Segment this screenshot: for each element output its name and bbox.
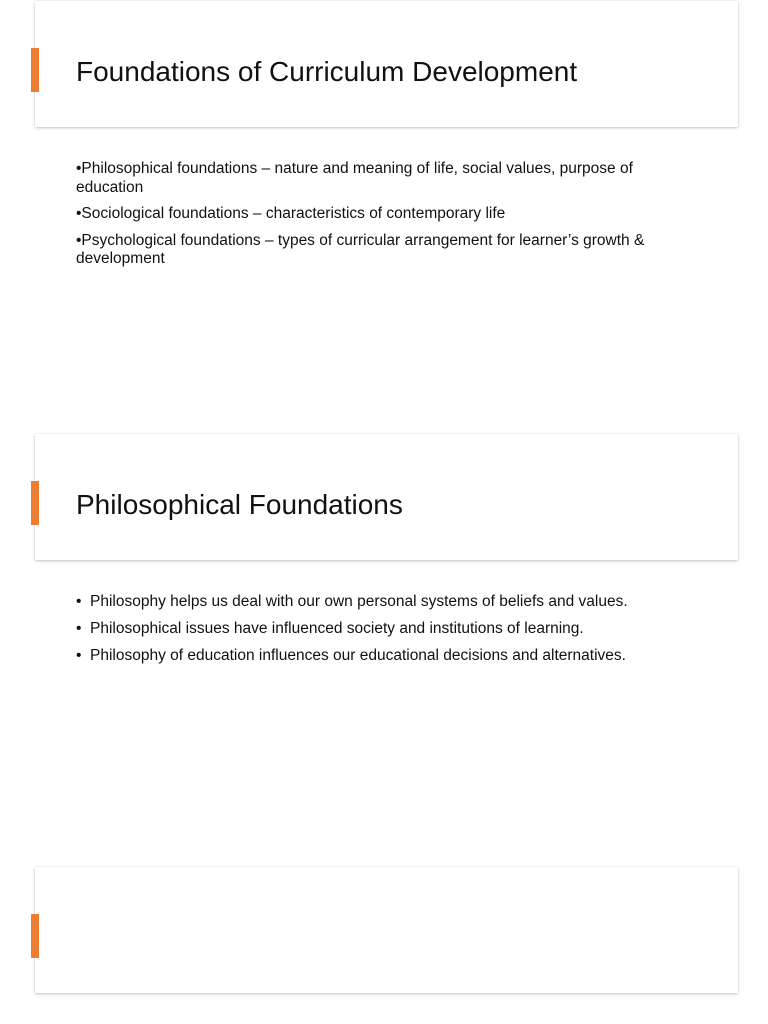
slide-3-title-bar <box>35 867 738 993</box>
slide-1-bullet-list <box>76 160 696 277</box>
slide-2-bullet-3-text: Philosophy of education influences our educational decisions and alternatives. <box>90 647 626 664</box>
slide-2-bullet-1 <box>76 593 716 612</box>
bullet-dot: • <box>76 593 82 610</box>
slide-1-accent-bar <box>31 48 39 92</box>
slide-1-bullet-3: •Psychological foundations – types of curricular arrangement for learner’s growth & development <box>76 231 645 267</box>
slide-2-bullet-3 <box>76 647 716 666</box>
slide-2-bullet-1-text: Philosophy helps us deal with our own personal systems of beliefs and values. <box>90 593 628 610</box>
slide-2-title: Philosophical Foundations <box>76 489 403 520</box>
slide-2-bullet-2 <box>76 620 716 639</box>
slide-2-accent-bar <box>31 481 39 525</box>
slide-1-bullet-1: •Philosophical foundations – nature and meaning of life, social values, purpose of education <box>76 160 633 196</box>
slide-2-bullet-2-text: Philosophical issues have influenced society and institutions of learning. <box>90 620 584 637</box>
bullet-dot: • <box>76 620 82 637</box>
slide-3-accent-bar <box>31 914 39 958</box>
bullet-dot: • <box>76 647 82 664</box>
slide-2-bullet-list <box>76 593 716 674</box>
slide-1-bullet-2: •Sociological foundations – characteristics of contemporary life <box>76 205 506 222</box>
slide-1-title: Foundations of Curriculum Development <box>76 56 578 87</box>
